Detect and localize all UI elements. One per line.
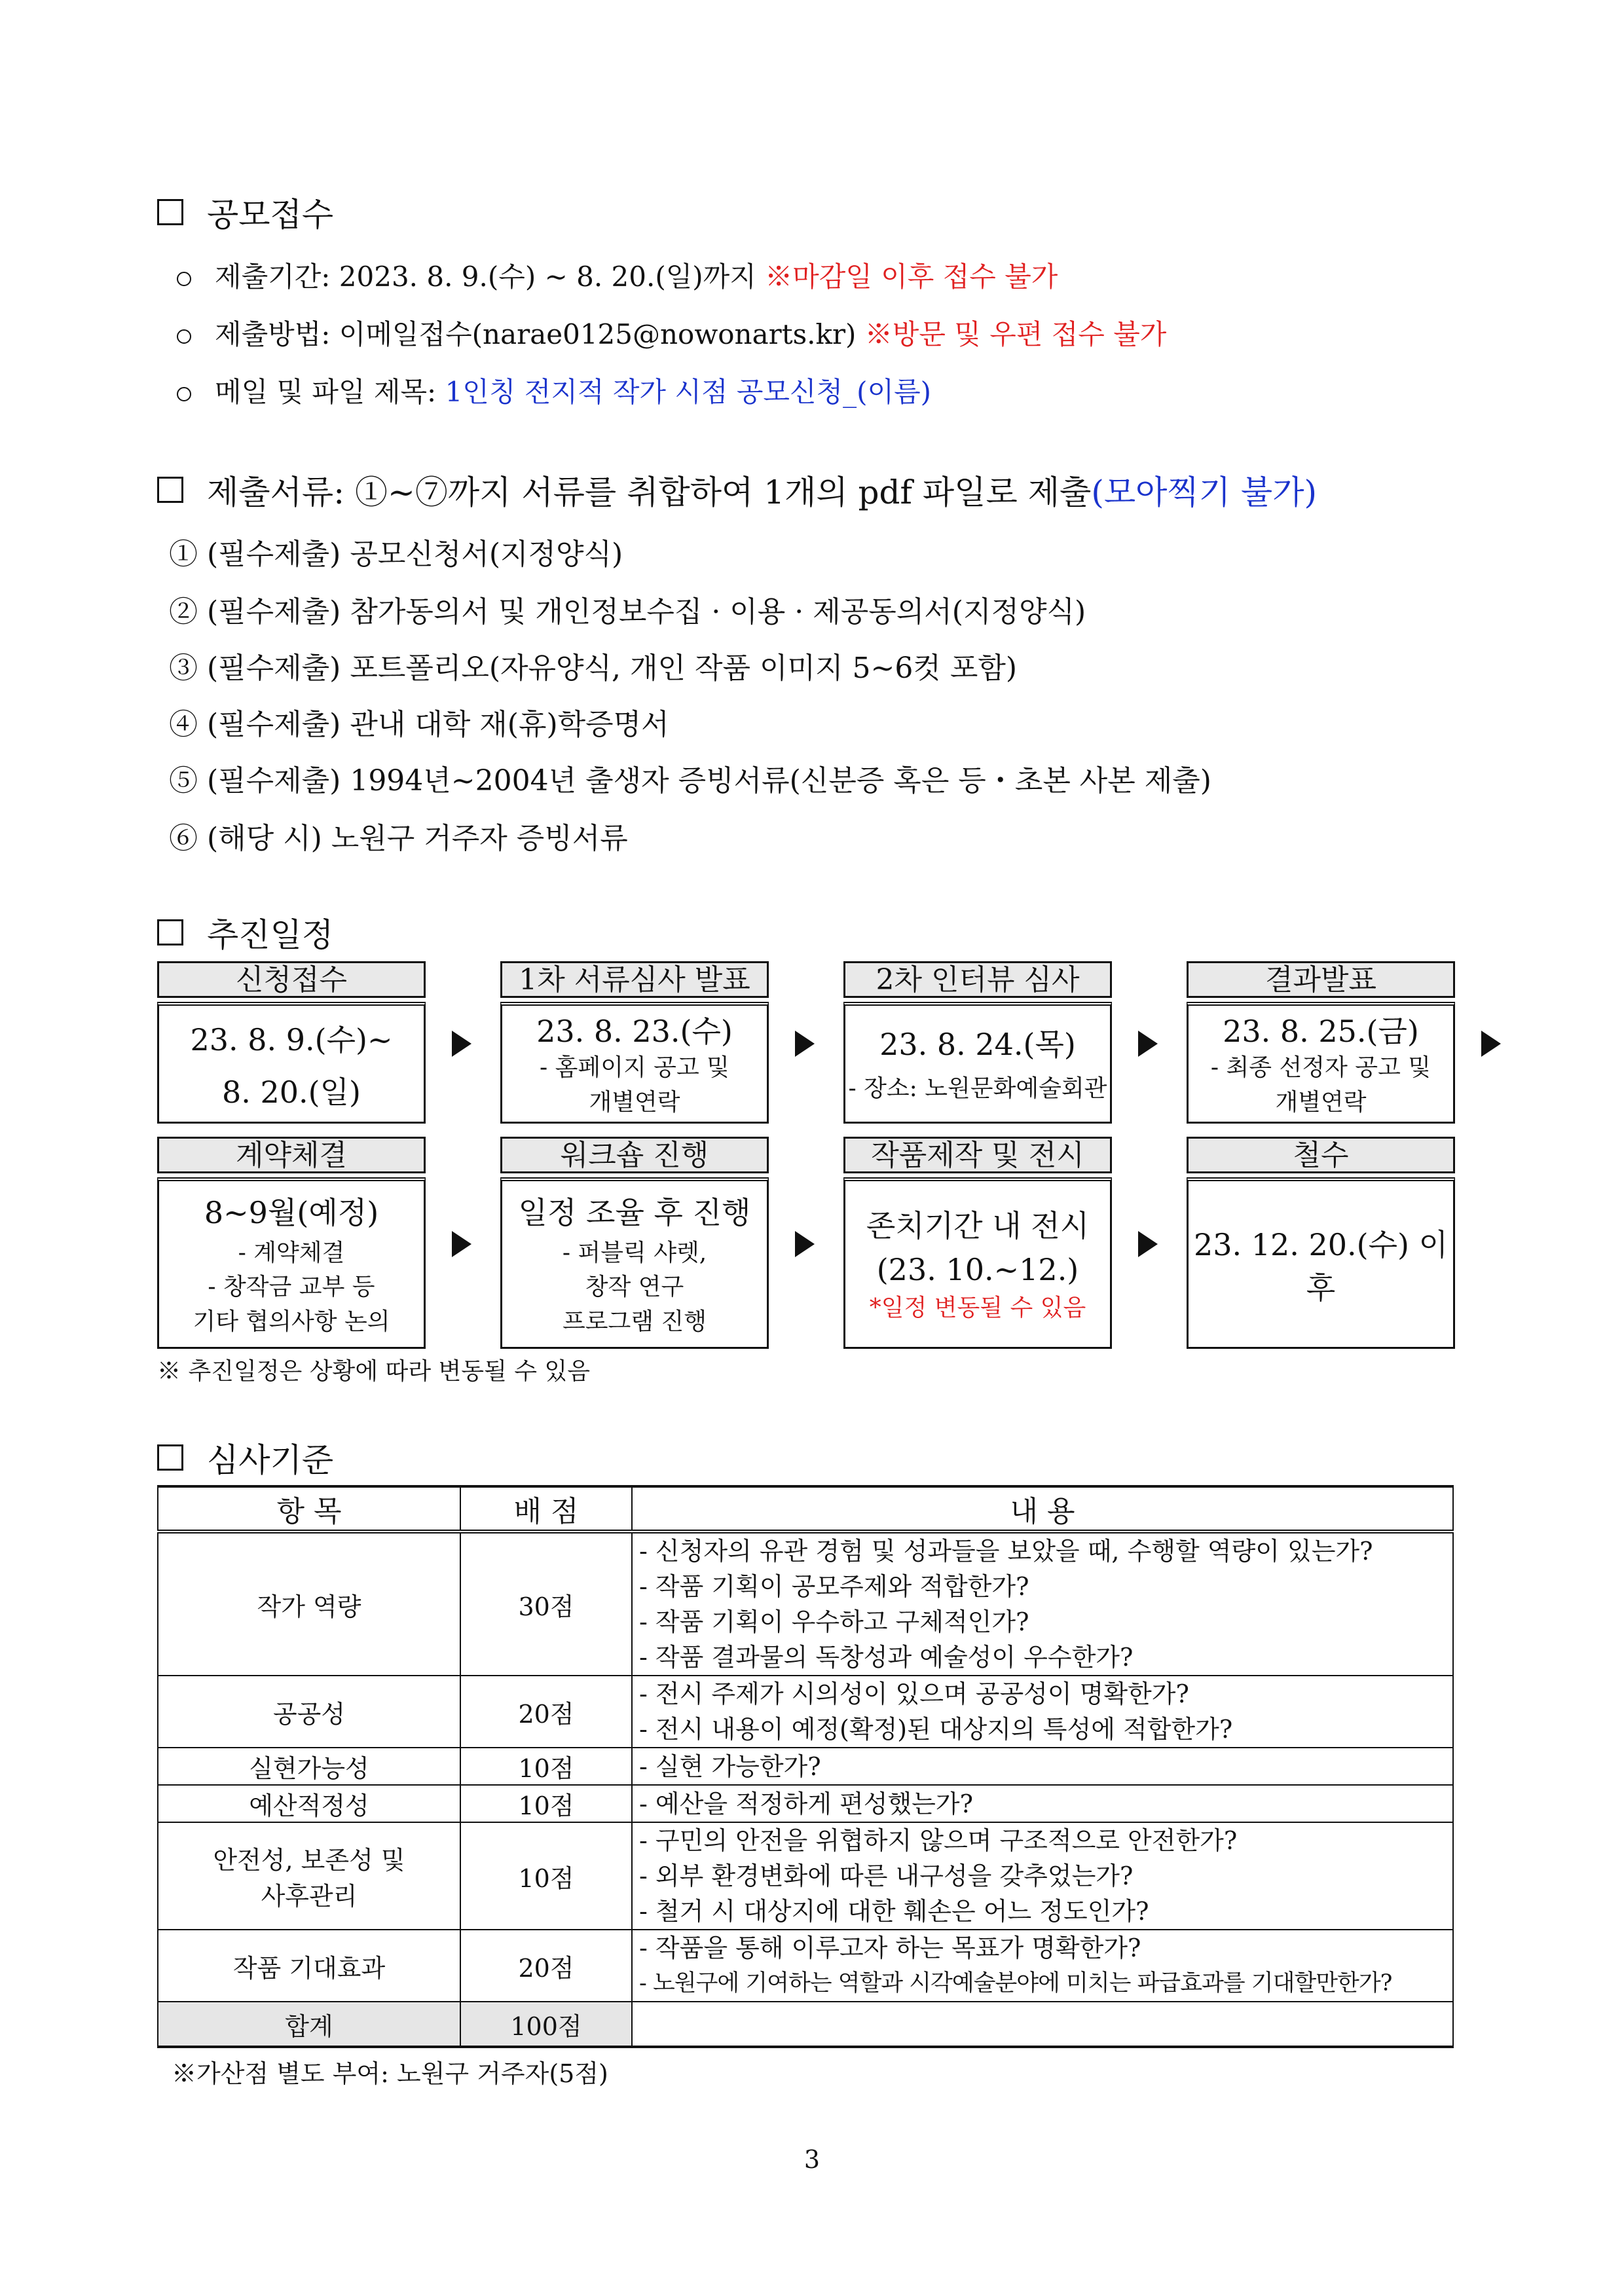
- reception-title: 공모접수: [207, 196, 334, 234]
- section-title-reception: [157, 189, 333, 236]
- stage-detail: - 장소: 노원문화예술회관: [848, 1075, 1107, 1103]
- stage-date: 8~9월(예정): [204, 1195, 379, 1231]
- table-total-row: [158, 2002, 1453, 2047]
- stage-body: [1187, 1177, 1455, 1349]
- checkbox-square-icon: [157, 477, 183, 503]
- total-content: [632, 2002, 1453, 2047]
- section-title-documents: [157, 466, 1317, 513]
- stage-detail-2: 창작 연구: [585, 1274, 684, 1301]
- stage-body: [500, 1177, 769, 1349]
- arrow-right-icon: [452, 1031, 471, 1057]
- section-title-criteria: [157, 1434, 333, 1481]
- stage-body: [157, 1177, 426, 1349]
- checkbox-square-icon: [157, 919, 183, 946]
- stage-application: [157, 961, 426, 1124]
- stage-date-2: (23. 10.~12.): [876, 1252, 1079, 1288]
- circle-bullet-icon: [177, 272, 191, 286]
- criteria-line: - 작품을 통해 이루고자 하는 목표가 명확한가?: [639, 1934, 1141, 1962]
- criteria-item: 실현가능성: [158, 1748, 460, 1785]
- stage-date: 존치기간 내 전시: [866, 1208, 1090, 1244]
- stage-head: 2차 인터뷰 심사: [843, 961, 1112, 998]
- stage-detail: - 최종 선정자 공고 및: [1210, 1054, 1431, 1082]
- subject-highlight: 1인칭 전지적 작가 시점 공모신청_(이름): [445, 376, 932, 408]
- reception-item-subject: 메일 및 파일 제목: 1인칭 전지적 작가 시점 공모신청_(이름): [177, 371, 931, 410]
- stage-head: 계약체결: [157, 1137, 426, 1173]
- page-number: 3: [803, 2145, 821, 2174]
- criteria-line: - 작품 기획이 우수하고 구체적인가?: [639, 1607, 1029, 1636]
- stage-date: 23. 12. 20.(수) 이후: [1193, 1226, 1449, 1306]
- stage-detail: - 홈페이지 공고 및: [540, 1054, 729, 1082]
- table-row: [158, 1532, 1453, 1676]
- arrow-right-icon: [1481, 1031, 1501, 1057]
- stage-date: 일정 조율 후 진행: [518, 1195, 751, 1231]
- schedule-change-note: *일정 변동될 수 있음: [869, 1294, 1086, 1322]
- criteria-footnote: ※가산점 별도 부여: 노원구 거주자(5점): [172, 2059, 608, 2088]
- criteria-line: - 전시 내용이 예정(확정)된 대상지의 특성에 적합한가?: [639, 1715, 1233, 1744]
- checkbox-square-icon: [157, 199, 183, 225]
- document-item: ⑥ (해당 시) 노원구 거주자 증빙서류: [169, 822, 628, 855]
- stage-date: 23. 8. 25.(금): [1223, 1014, 1419, 1050]
- criteria-line: - 구민의 안전을 위협하지 않으며 구조적으로 안전한가?: [639, 1826, 1238, 1855]
- table-row: [158, 1676, 1453, 1748]
- criteria-item: 작가 역량: [158, 1532, 460, 1676]
- stage-head: 신청접수: [157, 961, 426, 998]
- criteria-content: [632, 1930, 1453, 2002]
- table-row: [158, 1748, 1453, 1785]
- document-item: ③ (필수제출) 포트폴리오(자유양식, 개인 작품 이미지 5~6컷 포함): [169, 652, 1017, 685]
- total-score: 100점: [460, 2002, 632, 2047]
- stage-detail: - 퍼블릭 샤렛,: [562, 1239, 707, 1267]
- stage-head: 작품제작 및 전시: [843, 1137, 1112, 1173]
- arrow-right-icon: [1138, 1231, 1158, 1257]
- criteria-content: [632, 1785, 1453, 1822]
- criteria-content: [632, 1748, 1453, 1785]
- criteria-line: - 작품 기획이 공모주제와 적합한가?: [639, 1572, 1029, 1601]
- stage-exhibition: [843, 1137, 1112, 1349]
- stage-announcement: [1187, 961, 1455, 1124]
- table-row: [158, 1930, 1453, 2002]
- arrow-right-icon: [1138, 1031, 1158, 1057]
- table-header-row: [158, 1486, 1453, 1532]
- stage-detail-2: - 창작금 교부 등: [208, 1274, 375, 1301]
- criteria-item: 공공성: [158, 1676, 460, 1748]
- table-row: [158, 1785, 1453, 1822]
- stage-date-2: 8. 20.(일): [222, 1074, 361, 1110]
- header-content: 내 용: [632, 1486, 1453, 1532]
- documents-title: 제출서류: ①~⑦까지 서류를 취합하여 1개의 pdf 파일로 제출: [207, 473, 1092, 511]
- reception-item-method: 제출방법: 이메일접수(narae0125@nowonarts.kr) ※방문 및 우편 접수 불가: [177, 313, 1166, 352]
- criteria-item: 작품 기대효과: [158, 1930, 460, 2002]
- stage-head: 철수: [1187, 1137, 1455, 1173]
- stage-detail: - 계약체결: [238, 1239, 345, 1267]
- criteria-line: - 노원구에 기여하는 역할과 시각예술분야에 미치는 파급효과를 기대할만한가?: [639, 1970, 1392, 1996]
- document-item: ① (필수제출) 공모신청서(지정양식): [169, 538, 623, 571]
- document-item: ⑤ (필수제출) 1994년~2004년 출생자 증빙서류(신분증 혹은 등・초본 사본 제출): [169, 764, 1211, 798]
- stage-date: 23. 8. 9.(수)~: [190, 1021, 393, 1057]
- stage-body: [843, 1177, 1112, 1349]
- stage-date: 23. 8. 24.(목): [879, 1027, 1076, 1063]
- document-item: ② (필수제출) 참가동의서 및 개인정보수집 · 이용 · 제공동의서(지정양식): [169, 595, 1086, 629]
- criteria-item: [158, 1822, 460, 1930]
- circle-bullet-icon: [177, 387, 191, 401]
- circle-bullet-icon: [177, 329, 191, 344]
- stage-body: [500, 1002, 769, 1124]
- stage-detail-3: 프로그램 진행: [562, 1308, 707, 1335]
- method-note: ※방문 및 우편 접수 불가: [864, 318, 1167, 350]
- stage-date: 23. 8. 23.(수): [536, 1014, 733, 1050]
- arrow-right-icon: [795, 1231, 815, 1257]
- criteria-table: [157, 1485, 1454, 2048]
- criteria-line: - 실현 가능한가?: [639, 1752, 821, 1781]
- arrow-right-icon: [795, 1031, 815, 1057]
- criteria-content: [632, 1676, 1453, 1748]
- stage-detail-2: 개별연락: [589, 1088, 680, 1116]
- checkbox-square-icon: [157, 1444, 183, 1471]
- criteria-score: 20점: [460, 1930, 632, 2002]
- criteria-content: [632, 1822, 1453, 1930]
- criteria-score: 10점: [460, 1785, 632, 1822]
- stage-detail-2: 개별연락: [1275, 1088, 1367, 1116]
- criteria-score: 20점: [460, 1676, 632, 1748]
- criteria-title: 심사기준: [207, 1441, 334, 1479]
- document-item: ④ (필수제출) 관내 대학 재(휴)학증명서: [169, 708, 669, 741]
- table-row: [158, 1822, 1453, 1930]
- stage-head: 결과발표: [1187, 961, 1455, 998]
- stage-document-review: [500, 961, 769, 1124]
- criteria-line: - 예산을 적정하게 편성했는가?: [639, 1789, 973, 1818]
- criteria-line: - 외부 환경변화에 따른 내구성을 갖추었는가?: [639, 1862, 1134, 1890]
- criteria-content: [632, 1532, 1453, 1676]
- criteria-item: 예산적정성: [158, 1785, 460, 1822]
- documents-title-note: (모아찍기 불가): [1091, 473, 1318, 511]
- header-item: 항 목: [158, 1486, 460, 1532]
- stage-head: 1차 서류심사 발표: [500, 961, 769, 998]
- criteria-line: - 신청자의 유관 경험 및 성과들을 보았을 때, 수행할 역량이 있는가?: [639, 1537, 1373, 1566]
- stage-interview: [843, 961, 1112, 1124]
- criteria-score: 10점: [460, 1822, 632, 1930]
- criteria-line: - 전시 주제가 시의성이 있으며 공공성이 명확한가?: [639, 1680, 1189, 1708]
- criteria-score: 10점: [460, 1748, 632, 1785]
- criteria-line: - 작품 결과물의 독창성과 예술성이 우수한가?: [639, 1643, 1134, 1672]
- schedule-footnote: ※ 추진일정은 상황에 따라 변동될 수 있음: [157, 1358, 591, 1385]
- reception-item-period: 제출기간: 2023. 8. 9.(수) ~ 8. 20.(일)까지 ※마감일 이후 접수 불가: [177, 255, 1058, 295]
- stage-contract: [157, 1137, 426, 1349]
- stage-head: 워크숍 진행: [500, 1137, 769, 1173]
- schedule-title: 추진일정: [207, 916, 334, 954]
- stage-removal: [1187, 1137, 1455, 1349]
- total-label: 합계: [158, 2002, 460, 2047]
- criteria-item-line-2: 사후관리: [261, 1882, 358, 1911]
- deadline-note: ※마감일 이후 접수 불가: [765, 261, 1058, 293]
- stage-detail-3: 기타 협의사항 논의: [193, 1308, 390, 1335]
- stage-body: [1187, 1002, 1455, 1124]
- header-score: 배 점: [460, 1486, 632, 1532]
- stage-workshop: [500, 1137, 769, 1349]
- criteria-item-line: 안전성, 보존성 및: [213, 1846, 405, 1875]
- stage-body: [157, 1002, 426, 1124]
- criteria-score: 30점: [460, 1532, 632, 1676]
- stage-body: [843, 1002, 1112, 1124]
- arrow-right-icon: [452, 1231, 471, 1257]
- section-title-schedule: [157, 909, 333, 956]
- criteria-line: - 철거 시 대상지에 대한 훼손은 어느 정도인가?: [639, 1897, 1149, 1926]
